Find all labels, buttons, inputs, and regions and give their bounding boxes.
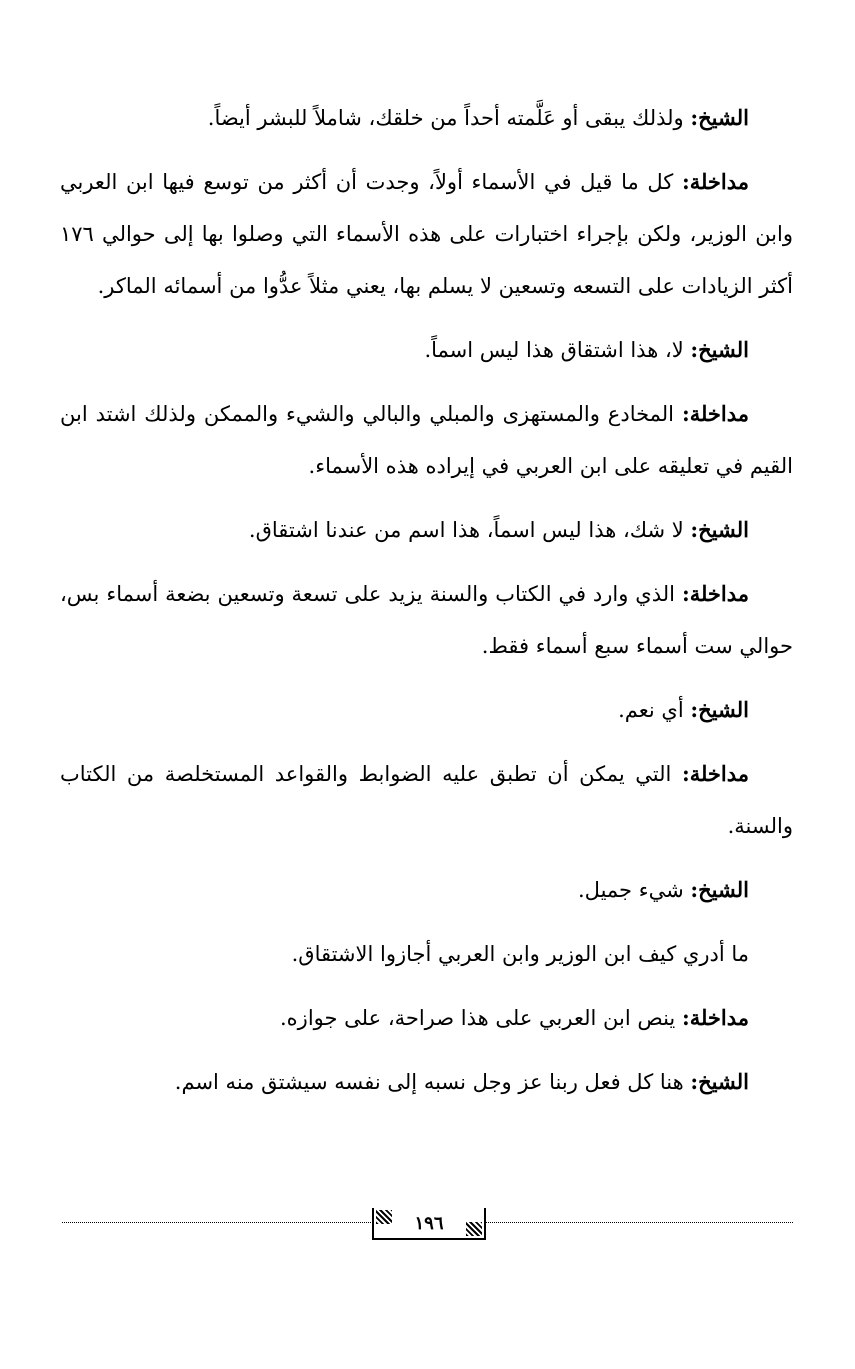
paragraph bbox=[60, 92, 793, 144]
page-number-ornament bbox=[372, 1208, 486, 1240]
paragraph bbox=[60, 1056, 793, 1108]
dialogue-text bbox=[60, 92, 793, 1120]
paragraph-text: التي يمكن أن تطبق عليه الضوابط والقواعد المستخلصة من الكتاب والسنة. bbox=[60, 762, 793, 838]
speaker-label: الشيخ: bbox=[690, 105, 749, 130]
speaker-label: مداخلة: bbox=[681, 169, 749, 194]
paragraph-text: الذي وارد في الكتاب والسنة يزيد على تسعة وتسعين بضعة أسماء بس، حوالي ست أسماء سبع أسماء فقط. bbox=[60, 582, 793, 658]
paragraph-text: لا، هذا اشتقاق هذا ليس اسماً. bbox=[424, 338, 691, 362]
paragraph bbox=[60, 388, 793, 492]
speaker-label: الشيخ: bbox=[690, 877, 749, 902]
paragraph bbox=[60, 928, 793, 980]
paragraph bbox=[60, 324, 793, 376]
paragraph-text: ما أدري كيف ابن الوزير وابن العربي أجازوا الاشتقاق. bbox=[291, 942, 749, 966]
speaker-label: مداخلة: bbox=[681, 581, 749, 606]
speaker-label: مداخلة: bbox=[681, 1005, 749, 1030]
speaker-label: الشيخ: bbox=[690, 517, 749, 542]
page-footer bbox=[62, 1208, 793, 1248]
paragraph-text: ولذلك يبقى أو عَلَّمته أحداً من خلقك، شاملاً للبشر أيضاً. bbox=[207, 106, 691, 130]
paragraph bbox=[60, 992, 793, 1044]
paragraph-text: أي نعم. bbox=[618, 698, 691, 722]
speaker-label: الشيخ: bbox=[690, 697, 749, 722]
paragraph bbox=[60, 568, 793, 672]
speaker-label: مداخلة: bbox=[681, 761, 749, 786]
paragraph bbox=[60, 156, 793, 312]
paragraph-text: المخادع والمستهزى والمبلي والبالي والشيء والممكن ولذلك اشتد ابن القيم في تعليقه على ابن العربي في إيراده هذه الأسماء. bbox=[60, 402, 793, 478]
speaker-label: مداخلة: bbox=[681, 401, 749, 426]
paragraph bbox=[60, 504, 793, 556]
speaker-label: الشيخ: bbox=[690, 337, 749, 362]
paragraph-text: هنا كل فعل ربنا عز وجل نسبه إلى نفسه سيشتق منه اسم. bbox=[174, 1070, 691, 1094]
page-number: ١٩٦ bbox=[414, 1212, 444, 1234]
paragraph-text: شيء جميل. bbox=[578, 878, 691, 902]
paragraph-text: ينص ابن العربي على هذا صراحة، على جوازه. bbox=[280, 1006, 682, 1030]
paragraph bbox=[60, 864, 793, 916]
speaker-label: الشيخ: bbox=[690, 1069, 749, 1094]
paragraph-text: لا شك، هذا ليس اسماً، هذا اسم من عندنا اشتقاق. bbox=[248, 518, 691, 542]
paragraph bbox=[60, 748, 793, 852]
paragraph-text: كل ما قيل في الأسماء أولاً، وجدت أن أكثر من توسع فيها ابن العربي وابن الوزير، ولكن بإجراء اختبارات على هذه الأسماء التي وصلوا بها إلى حوالي ١٧٦ أكثر الزيادات على التسعه وتسعين لا يسلم بها، يعني مثلاً عدُّوا من أسمائه الماكر. bbox=[60, 170, 793, 298]
paragraph bbox=[60, 684, 793, 736]
